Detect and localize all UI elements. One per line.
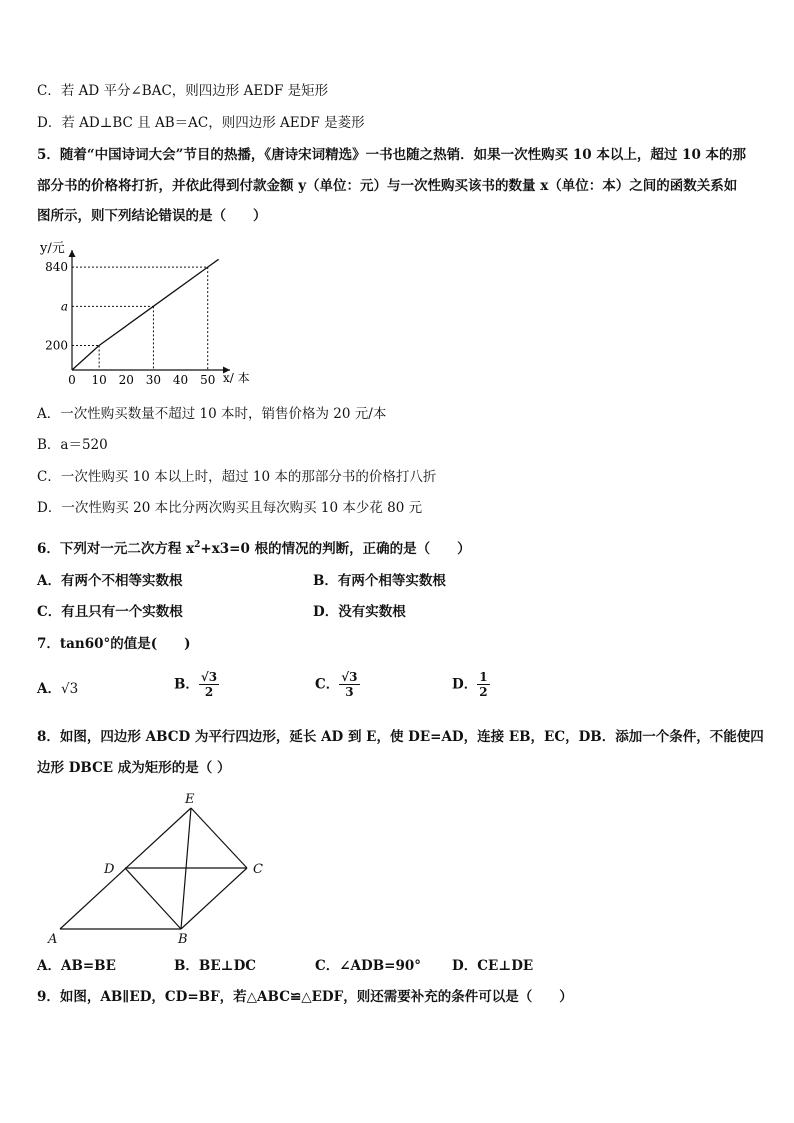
y-value-label-0: 200 — [45, 338, 68, 353]
segment-ec — [191, 808, 247, 868]
q4-option-c: C．若 AD 平分∠BAC，则四边形 AEDF 是矩形 — [37, 83, 329, 99]
q7-option-b — [174, 670, 219, 699]
point-label-b: B — [178, 932, 188, 947]
q6-option-b: B．有两个相等实数根 — [313, 573, 446, 589]
q7-option-b-denominator: 2 — [204, 685, 214, 699]
q7-option-c-denominator: 3 — [345, 685, 354, 699]
q8-stem-line2: 边形 DBCE 成为矩形的是（ ） — [37, 760, 231, 776]
q8-option-d: D．CE⊥DE — [452, 958, 534, 974]
q6-stem-pre: 6．下列对一元二次方程 x — [37, 541, 195, 557]
x-axis-label: x/ 本 — [223, 371, 250, 385]
point-label-c: C — [253, 862, 263, 877]
q7-option-b-numerator: √3 — [200, 670, 218, 684]
q5-option-d: D．一次性购买 20 本比分两次购买且每次购买 10 本少花 80 元 — [37, 500, 423, 516]
q7-option-b-label: B． — [174, 676, 199, 693]
q5-stem-line1: 5．随着“中国诗词大会”节目的热播，《唐诗宋词精选》一书也随之热销．如果一次性购买 10 本以上，超过 10 本的那 — [37, 147, 747, 163]
q8-option-c: C．∠ADB=90° — [315, 958, 421, 974]
q6-stem-post: +x3=0 根的情况的判断，正确的是（ ） — [200, 541, 471, 557]
q7-option-d-denominator: 2 — [479, 685, 488, 699]
q7-option-c-label: C． — [315, 676, 340, 693]
segment-bc — [181, 868, 247, 929]
q8-stem-line1: 8．如图，四边形 ABCD 为平行四边形，延长 AD 到 E，使 DE=AD，连接 EB，EC，DB．添加一个条件，不能使四 — [37, 729, 764, 745]
q7-option-a — [37, 680, 78, 698]
q9-stem: 9．如图，AB∥ED，CD=BF，若△ABC≌△EDF，则还需要补充的条件可以是（ ） — [37, 989, 573, 1005]
segment-db — [125, 868, 181, 929]
q7-option-c-numerator: √3 — [341, 670, 358, 684]
y-axis-label: y/元 — [40, 241, 65, 256]
q7-option-c-fraction — [339, 670, 359, 699]
q5-function-graph — [30, 236, 260, 388]
q5-option-a: A．一次性购买数量不超过 10 本时，销售价格为 20 元/本 — [37, 406, 387, 422]
q8-option-a: A．AB=BE — [37, 958, 116, 974]
q6-stem — [37, 536, 471, 558]
x-tick-label-3: 30 — [145, 373, 162, 387]
q6-option-c: C．有且只有一个实数根 — [37, 604, 183, 620]
q7-option-d-label: D． — [452, 676, 478, 693]
q8-parallelogram-figure — [40, 788, 280, 948]
q8-option-b: B．BE⊥DC — [174, 958, 257, 974]
q7-option-a-value: √3 — [60, 681, 79, 697]
point-label-d: D — [104, 862, 115, 877]
q7-option-d-numerator: 1 — [479, 670, 488, 684]
x-tick-label-1: 10 — [91, 373, 107, 387]
q7-option-a-label: A． — [37, 681, 61, 697]
q6-option-a: A．有两个不相等实数根 — [37, 573, 183, 589]
point-label-a: A — [48, 932, 58, 947]
x-tick-label-2: 20 — [118, 373, 134, 387]
y-value-label-2: 840 — [45, 260, 68, 275]
y-value-label-1: a — [60, 299, 68, 314]
q5-stem-line2: 部分书的价格将打折，并依此得到付款金额 y（单位：元）与一次性购买该书的数量 x（单位：本）之间的函数关系如 — [37, 178, 738, 194]
q7-option-c — [315, 670, 360, 699]
q7-option-b-fraction — [199, 670, 219, 699]
x-tick-label-0: 0 — [68, 373, 76, 387]
q6-exponent: 2 — [194, 540, 201, 550]
q7-stem: 7．tan60°的值是( ) — [37, 636, 191, 652]
q5-option-c: C．一次性购买 10 本以上时，超过 10 本的那部分书的价格打八折 — [37, 469, 437, 485]
x-tick-label-5: 50 — [200, 373, 216, 387]
q7-option-d-fraction — [477, 670, 489, 699]
q7-option-d — [452, 670, 490, 699]
series-line — [72, 259, 219, 370]
point-label-e: E — [185, 792, 195, 807]
q6-option-d: D．没有实数根 — [313, 604, 406, 620]
q5-stem-line3: 图所示，则下列结论错误的是（ ） — [37, 208, 267, 224]
x-tick-label-4: 40 — [172, 373, 189, 387]
q5-option-b: B．a＝520 — [37, 437, 108, 453]
q4-option-d: D．若 AD⊥BC 且 AB＝AC，则四边形 AEDF 是菱形 — [37, 115, 365, 131]
